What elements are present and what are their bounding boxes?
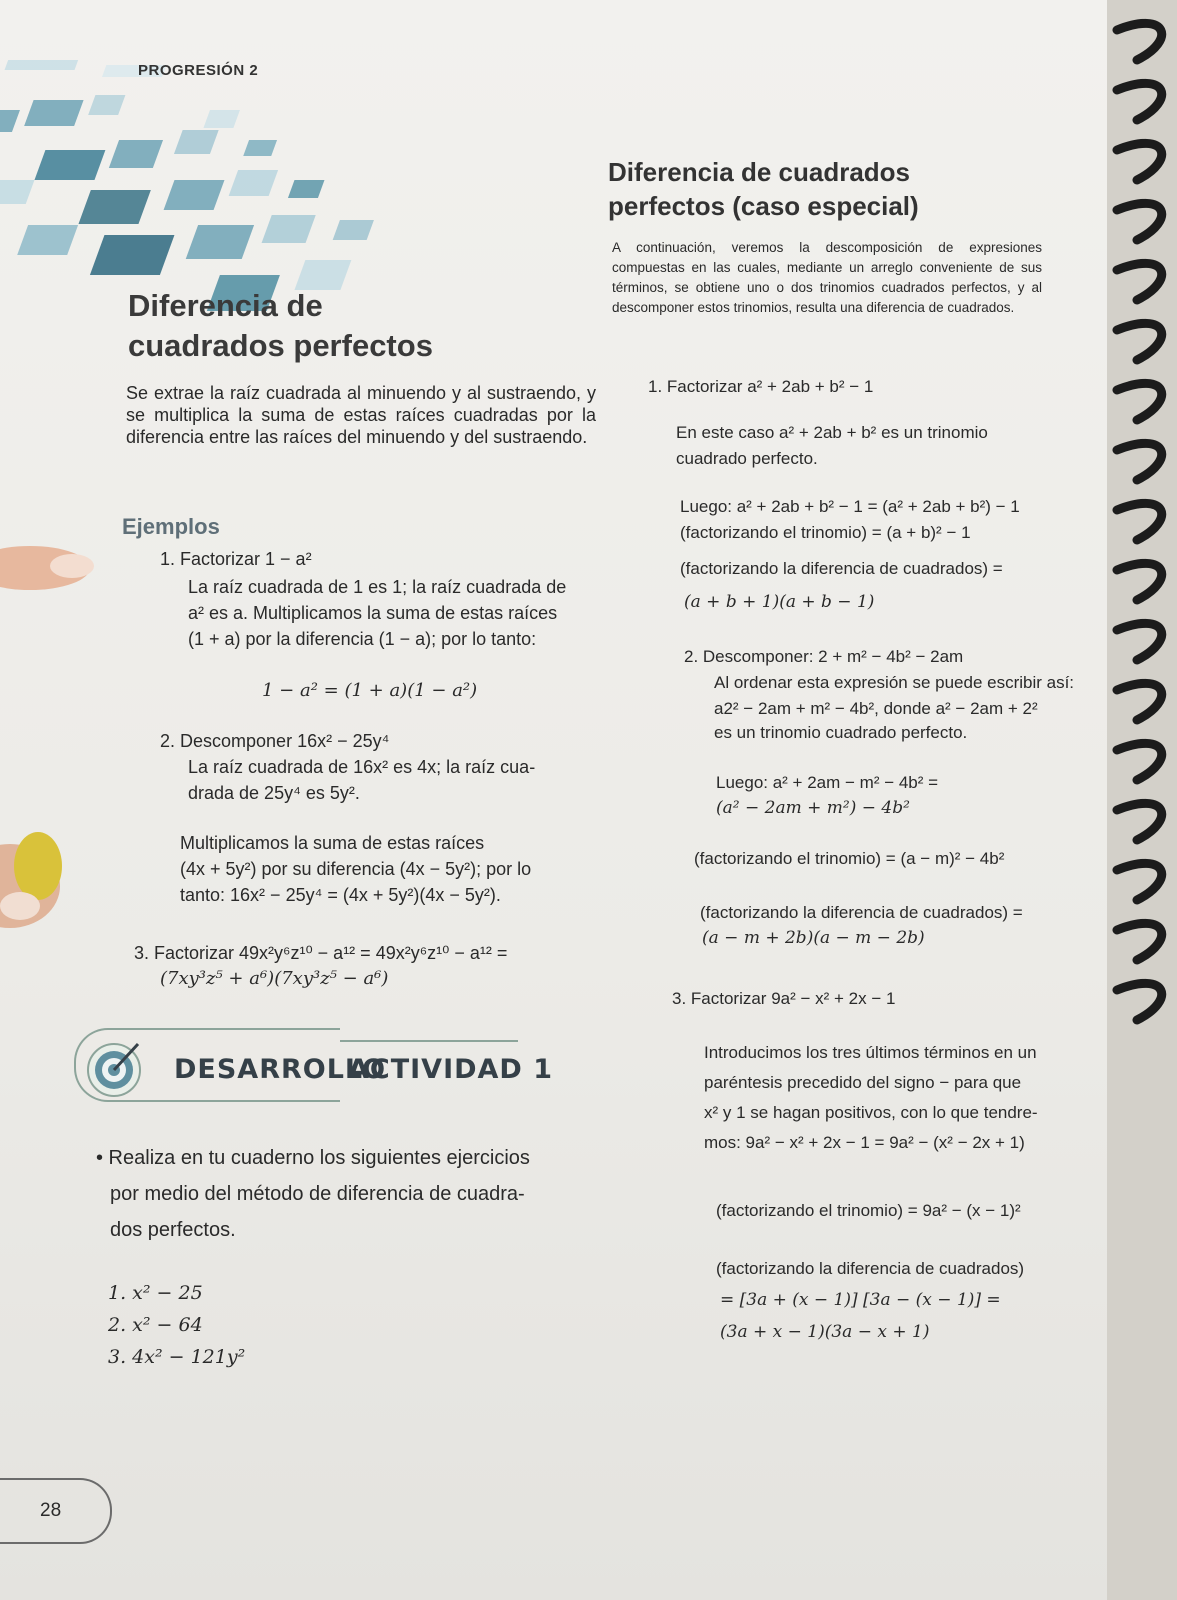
left-intro: Se extrae la raíz cuadrada al minuendo y al sustraendo, y se multiplica la suma de estas raíces cuadradas por la diferencia entre las raíces del minuendo y del sustraendo.: [126, 383, 596, 447]
right-title-line2: perfectos (caso especial): [608, 191, 919, 221]
example1-line3: (1 + a) por la diferencia (1 − a); por lo tanto:: [188, 629, 537, 649]
example1-line2: a² es a. Multiplicamos la suma de estas raíces: [188, 603, 558, 623]
instruction-line1: • Realiza en tu cuaderno los siguientes ejercicios: [96, 1147, 530, 1169]
section-title-line1: Diferencia de: [128, 288, 323, 323]
finger-nail-decoration: [0, 826, 80, 936]
spiral-binding: [1107, 0, 1177, 1600]
instruction-line2: por medio del método de diferencia de cuadra-: [110, 1183, 525, 1205]
case1-line1: En este caso a² + 2ab + b² es un trinomio: [676, 423, 988, 442]
activity-instruction: [96, 1140, 616, 1248]
case1-line4: (factorizando el trinomio) = (a + b)² − 1: [680, 523, 971, 542]
example2-line4: (4x + 5y²) por su diferencia (4x − 5y²); por lo: [180, 859, 532, 879]
activity-title: ACTIVIDAD 1: [348, 1054, 554, 1085]
exercise-item: 2. x² − 64: [108, 1314, 203, 1336]
case3-line6: (factorizando la diferencia de cuadrados): [716, 1259, 1025, 1278]
example2-line1: La raíz cuadrada de 16x² es 4x; la raíz cua-: [188, 757, 536, 777]
case3-line4: mos: 9a² − x² + 2x − 1 = 9a² − (x² − 2x + 1): [704, 1133, 1025, 1152]
case3-line1: Introducimos los tres últimos términos en un: [704, 1043, 1037, 1062]
example1-line1: La raíz cuadrada de 1 es 1; la raíz cuadrada de: [188, 577, 567, 597]
case1-line2: cuadrado perfecto.: [676, 449, 818, 468]
case3-line2: paréntesis precedido del signo − para que: [704, 1073, 1022, 1092]
right-title: [608, 155, 919, 223]
progression-label: PROGRESIÓN 2: [138, 62, 259, 79]
example2-line5: tanto: 16x² − 25y⁴ = (4x + 5y²)(4x − 5y²).: [180, 885, 501, 905]
finger-decoration: [0, 540, 100, 596]
section-title-line2: cuadrados perfectos: [128, 328, 433, 363]
case1-line5: (factorizando la diferencia de cuadrados) =: [680, 559, 1003, 578]
case3-line5: (factorizando el trinomio) = 9a² − (x − 1)²: [716, 1201, 1021, 1220]
case1-line3: Luego: a² + 2ab + b² − 1 = (a² + 2ab + b²) − 1: [680, 497, 1020, 516]
example1-title: 1. Factorizar 1 − a²: [160, 549, 312, 569]
case1-line6: (a + b + 1)(a + b − 1): [684, 592, 875, 612]
case3-line3: x² y 1 se hagan positivos, con lo que tendre-: [704, 1103, 1038, 1122]
exercise-item: 3. 4x² − 121y²: [108, 1346, 246, 1368]
examples-heading: Ejemplos: [122, 514, 220, 539]
case2-line3: es un trinomio cuadrado perfecto.: [714, 723, 968, 742]
case2-title: 2. Descomponer: 2 + m² − 4b² − 2am: [684, 647, 964, 666]
case3-line7: = [3a + (x − 1)] [3a − (x − 1)] =: [720, 1290, 1001, 1310]
page-number: 28: [40, 1500, 62, 1521]
instruction-line3: dos perfectos.: [110, 1219, 236, 1241]
example2-line3: Multiplicamos la suma de estas raíces: [180, 833, 485, 853]
example1-result: 1 − a² = (1 + a)(1 − a²): [262, 680, 478, 701]
case2-line7: (factorizando la diferencia de cuadrados) =: [700, 903, 1023, 922]
example3-result: (7xy³z⁵ + a⁶)(7xy³z⁵ − a⁶): [160, 968, 389, 989]
case2-line2: a2² − 2am + m² − 4b², donde a² − 2am + 2²: [714, 699, 1038, 718]
right-intro: A continuación, veremos la descomposición de expresiones compuestas en las cuales, mediante un arreglo conveniente de sus términos, se obtiene uno o dos trinomios cuadrados perfectos, y al descomponer estos trinomios, resulta una diferencia de cuadrados.: [612, 240, 1042, 315]
case2-line6: (factorizando el trinomio) = (a − m)² − 4b²: [694, 849, 1005, 868]
case2-line5: (a² − 2am + m²) − 4b²: [716, 798, 910, 818]
example2-line2: drada de 25y⁴ es 5y².: [188, 783, 360, 803]
target-icon: [84, 1038, 144, 1098]
case1-title: 1. Factorizar a² + 2ab + b² − 1: [648, 377, 874, 396]
case3-line8: (3a + x − 1)(3a − x + 1): [720, 1322, 930, 1342]
example3-title: 3. Factorizar 49x²y⁶z¹⁰ − a¹² = 49x²y⁶z¹⁰ − a¹² =: [134, 943, 508, 963]
section-title: [128, 286, 433, 366]
case2-line4: Luego: a² + 2am − m² − 4b² =: [716, 773, 939, 792]
case2-line8: (a − m + 2b)(a − m − 2b): [702, 928, 925, 948]
activity-divider: [340, 1040, 518, 1042]
right-title-line1: Diferencia de cuadrados: [608, 157, 910, 187]
example2-title: 2. Descomponer 16x² − 25y⁴: [160, 731, 390, 751]
activity-section: DESARROLLO: [174, 1054, 387, 1085]
case2-line1: Al ordenar esta expresión se puede escribir así:: [714, 673, 1075, 692]
case3-title: 3. Factorizar 9a² − x² + 2x − 1: [672, 989, 896, 1008]
exercise-item: 1. x² − 25: [108, 1282, 203, 1304]
